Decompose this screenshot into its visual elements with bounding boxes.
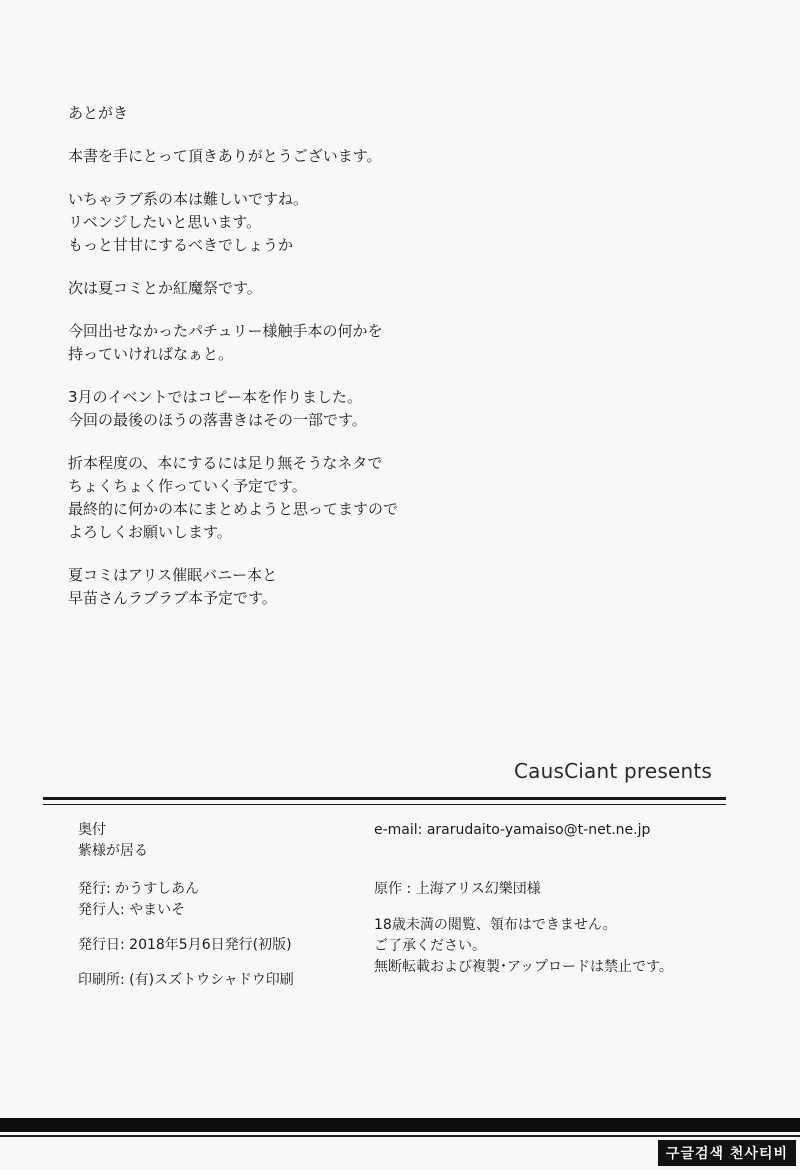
divider-thin	[43, 804, 726, 805]
text-line: 持っていければなぁと。	[68, 345, 234, 363]
text-line: もっと甘甘にするべきでしょうか	[68, 236, 294, 254]
afterword-paragraph	[68, 564, 708, 610]
text-line: 今回出せなかったパチュリー様触手本の何かを	[68, 322, 383, 340]
publisher: 発行: かうすしあん	[78, 881, 200, 897]
issuer: 発行人: やまいそ	[78, 902, 186, 918]
colophon-heading: 奥付	[78, 822, 106, 838]
afterword-heading	[68, 102, 708, 125]
text-line: 早苗さんラブラブ本予定です。	[68, 589, 277, 607]
text-line: よろしくお願いします。	[68, 523, 232, 541]
contact-email: e-mail: ararudaito-yamaiso@t-net.ne.jp	[374, 822, 651, 838]
afterword-paragraph	[68, 188, 708, 257]
afterword-paragraph	[68, 320, 708, 366]
text-line: 夏コミはアリス催眠バニー本と	[68, 566, 278, 584]
colophon-left	[78, 820, 358, 991]
colophon-right	[374, 820, 764, 978]
circle-brand: CausCiant presents	[513, 759, 712, 783]
printer: 印刷所: (有)スズトウシャドウ印刷	[78, 972, 294, 988]
text-line: 折本程度の、本にするには足り無そうなネタで	[68, 454, 383, 472]
afterword-paragraph	[68, 452, 708, 544]
text-line: ちょくちょく作っていく予定です。	[68, 477, 307, 495]
text-line: 次は夏コミとか紅魔祭です。	[68, 279, 262, 297]
notice-line: 無断転載および複製･アップロードは禁止です。	[374, 959, 673, 975]
text-line: いちゃラブ系の本は難しいですね。	[68, 190, 309, 208]
book-title: 紫様が居る	[78, 843, 148, 859]
afterword-paragraph	[68, 145, 708, 168]
text-line: リベンジしたいと思います。	[68, 213, 262, 231]
afterword-text	[68, 102, 708, 630]
text-line: あとがき	[68, 104, 129, 122]
text-line: 3月のイベントではコピー本を作りました。	[68, 388, 362, 406]
afterword-paragraph	[68, 386, 708, 432]
text-line: 本書を手にとって頂きありがとうございます。	[68, 147, 382, 165]
bottom-rule	[0, 1135, 800, 1137]
afterword-paragraph	[68, 277, 708, 300]
divider-thick	[43, 797, 726, 800]
text-line: 最終的に何かの本にまとめようと思ってますので	[68, 500, 399, 518]
publish-date: 発行日: 2018年5月6日発行(初版)	[78, 937, 292, 953]
notice-line: ご了承ください。	[374, 938, 486, 954]
notice-line: 18歳未満の閲覧、領布はできません。	[374, 917, 617, 933]
original-work: 原作 : 上海アリス幻樂団様	[374, 881, 541, 897]
text-line: 今回の最後のほうの落書きはその一部です。	[68, 411, 367, 429]
bottom-bar	[0, 1118, 800, 1132]
watermark: 구글검색 천사티비	[658, 1140, 796, 1166]
